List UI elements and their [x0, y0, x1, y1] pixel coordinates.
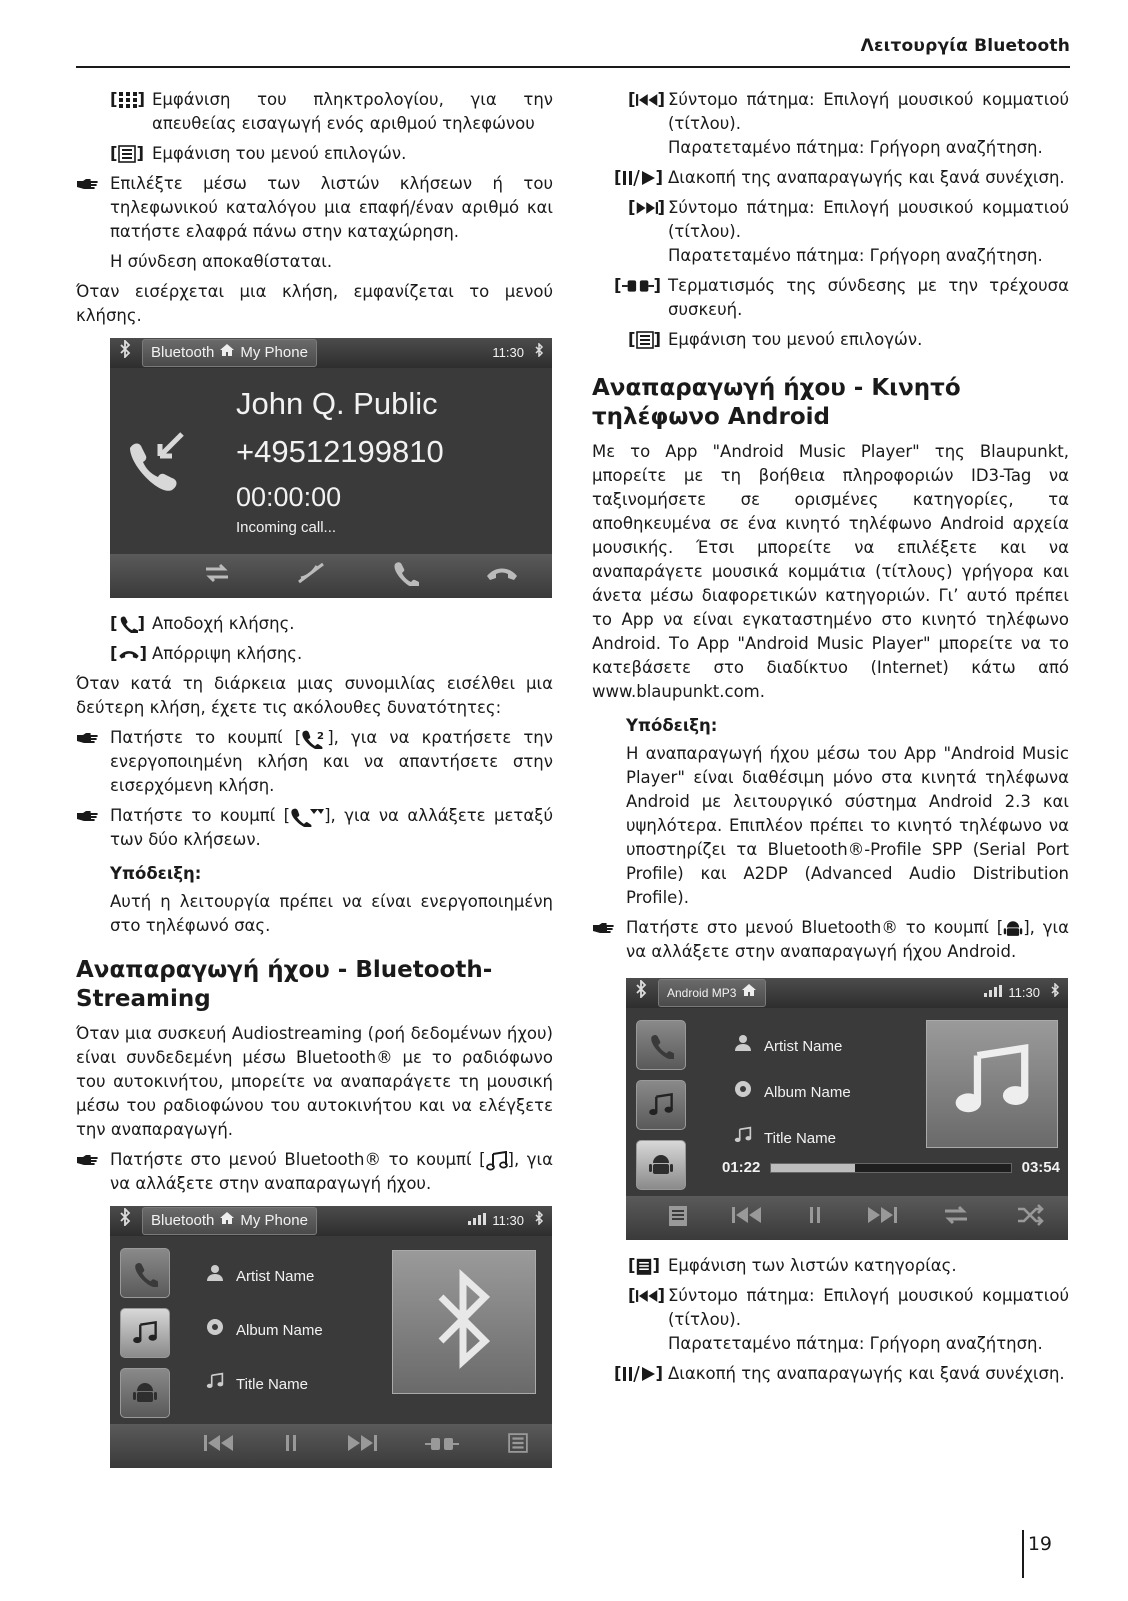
play-pause-text: Διακοπή της αναπαραγωγής και ξανά συνέχιση.: [668, 1364, 1065, 1383]
title-row: Title Name: [206, 1372, 323, 1398]
progress-area: [722, 1154, 1060, 1182]
music-note-icon: [952, 1041, 1032, 1128]
previous-track-icon[interactable]: [732, 1206, 762, 1230]
accept-call-icon: [118, 613, 138, 635]
switch-calls-icon: [290, 807, 324, 827]
total-time: 03:54: [1021, 1159, 1060, 1176]
music-source-button[interactable]: [636, 1080, 686, 1130]
note-text: Η αναπαραγωγή ήχου μέσω του App "Android Music Player" είναι διαθέσιμη μόνο στα κινητά τηλέφωνα Android με λειτουργικό σύστημα Android 2.3 και υψηλότερα. Επιπλέον πρέπει το κινητό τηλέφωνο να υποστηρίζει τα Bluetooth®-Profile SPP (Serial Port Profile) και A2DP (Advanced Audio Distribution Profile).: [626, 744, 1069, 907]
music-source-button[interactable]: [120, 1308, 170, 1358]
shuffle-icon[interactable]: [1016, 1204, 1046, 1233]
phone-source-button[interactable]: [636, 1020, 686, 1070]
android-step: Πατήστε στο μενού Bluetooth® το κουμπί [ ], για να αλλάξετε στην αναπαραγωγή ήχου Android.: [592, 916, 1069, 964]
keypad-item: [ ] Εμφάνιση του πληκτρολογίου, για την απευθείας εισαγωγή ενός αριθμού τηλεφώνου: [76, 88, 553, 136]
cover-art: [392, 1250, 536, 1394]
person-icon: [206, 1264, 224, 1290]
reject-call-icon: [118, 643, 140, 665]
bluetooth-status-icon: [534, 1209, 544, 1233]
note-text: Αυτή η λειτουργία πρέπει να είναι ενεργοποιημένη στο τηλέφωνό σας.: [110, 892, 553, 935]
pointing-hand-icon: [76, 804, 110, 828]
android-text: Με το App "Android Music Player" της Blaupunkt, μπορείτε με τη βοήθεια πληροφοριών ID3-Tag να ταξινομήσετε σε ορισμένες κατηγορίες, τα αποθηκευμένα σε ένα κινητό τηλέφωνο Android αρχεία μουσικής. Έτσι μπορείτε να επιλέξετε και να αναπαράγετε μουσικά κομμάτια (τίτλους) γρήγορα και άνετα μέσω διαφορετικών κατηγοριών. Γι’ αυτό πρέπει το App να είναι εγκαταστημένο στο κινητό τηλέφωνο Android. Το App "Android Music Player" μπορείτε να τo κατεβάσετε στο διαδίκτυο (Internet) κάτω από www.blaupunkt.com.: [592, 442, 1069, 701]
play-pause-item: [ ] Διακοπή της αναπαραγωγής και ξανά συνέχιση.: [592, 166, 1069, 190]
album-row: Album Name: [206, 1318, 323, 1344]
accept-item: [ ] Αποδοχή κλήσης.: [76, 612, 553, 636]
clock-text: 11:30: [492, 1213, 524, 1228]
pointing-hand-icon: [76, 726, 110, 750]
page-number: 19: [1027, 1533, 1052, 1555]
playback-toolbar: [626, 1196, 1068, 1240]
previous-track-icon: [636, 1285, 658, 1307]
bluetooth-icon: [118, 1208, 132, 1234]
streaming-section-title: Αναπαραγωγή ήχου - Bluetooth-Streaming: [76, 957, 493, 1012]
incoming-call-screen: [110, 338, 552, 598]
right-column: [592, 88, 1069, 1392]
reject-call-icon[interactable]: [485, 564, 519, 589]
bluetooth-status-icon: [534, 341, 544, 365]
header-rule: [76, 66, 1070, 68]
second-call-icon: [301, 729, 327, 749]
screen-top-bar: [110, 338, 552, 368]
play-pause-item-2: [ ] Διακοπή της αναπαραγωγής και ξανά συνέχιση.: [592, 1362, 1069, 1386]
call-toolbar: [110, 554, 552, 598]
list-menu-icon: [118, 143, 137, 165]
list-menu-icon[interactable]: [508, 1433, 528, 1460]
prev-track-item: [ ] Σύντομο πάτημα: Επιλογή μουσικού κομματιού (τίτλου). Παρατεταμένο πάτημα: Γρήγορη αναζήτηση.: [628, 90, 1069, 157]
person-icon: [734, 1034, 752, 1060]
screen-top-bar: [110, 1206, 552, 1236]
page-number-rule: [1022, 1530, 1024, 1578]
pause-icon[interactable]: [807, 1206, 823, 1230]
android-icon: [1003, 919, 1023, 939]
music-note-icon: [734, 1126, 752, 1152]
play-pause-icon: [622, 1363, 656, 1385]
cover-art: [926, 1020, 1058, 1148]
reject-text: Απόρριψη κλήσης.: [152, 644, 303, 663]
call-timer: 00:00:00: [236, 482, 342, 512]
android-section-title: Αναπαραγωγή ήχου - Κινητό τηλέφωνο Android: [592, 375, 961, 430]
source-sidebar: [636, 1020, 686, 1190]
connection-made-text: Η σύνδεση αποκαθίσταται.: [110, 252, 333, 271]
android-music-screen: [626, 978, 1068, 1240]
prev-track-item-2: [ ] Σύντομο πάτημα: Επιλογή μουσικού κομματιού (τίτλου). Παρατεταμένο πάτημα: Γρήγορη αναζήτηση.: [628, 1286, 1069, 1353]
caller-number: +49512199810: [236, 434, 444, 469]
play-pause-text: Διακοπή της αναπαραγωγής και ξανά συνέχιση.: [668, 168, 1065, 187]
keypad-text: Εμφάνιση του πληκτρολογίου, για την απευθείας εισαγωγή ενός αριθμού τηλεφώνου: [152, 90, 553, 133]
pointing-hand-icon: [76, 1148, 110, 1172]
clock-text: 11:30: [1008, 985, 1040, 1000]
caller-name: John Q. Public: [236, 386, 438, 421]
previous-track-icon[interactable]: [204, 1434, 234, 1458]
categories-text: Εμφάνιση των λιστών κατηγορίας.: [668, 1256, 957, 1275]
phone-source-button[interactable]: [120, 1248, 170, 1298]
title-row: Title Name: [734, 1126, 851, 1152]
categories-item: [ ] Εμφάνιση των λιστών κατηγορίας.: [592, 1254, 1069, 1278]
second-call-intro: Όταν κατά τη διάρκεια μιας συνομιλίας εισέλθει μια δεύτερη κλήση, έχετε τις ακόλουθες δυνατότητες:: [76, 674, 553, 717]
breadcrumb[interactable]: Bluetooth My Phone: [142, 339, 317, 367]
note-label: Υπόδειξη:: [626, 716, 718, 735]
streaming-text: Όταν μια συσκευή Audiostreaming (ροή δεδομένων ήχου) είναι συνδεδεμένη μέσω Bluetooth® με το ραδιόφωνο του αυτοκινήτου, μπορείτε να αναπαράγετε τη μουσική μέσω του ραδιοφώνου του αυτοκινήτου και να ελέγξετε την αναπαραγωγή.: [76, 1024, 553, 1139]
pointing-hand-icon: [592, 916, 626, 940]
signal-icon: [984, 981, 1002, 1005]
pointing-hand-icon: [76, 172, 110, 196]
android-source-button[interactable]: [636, 1140, 686, 1190]
mute-icon[interactable]: [297, 562, 325, 591]
next-track-icon[interactable]: [347, 1434, 377, 1458]
options-item: [ ] Εμφάνιση του μενού επιλογών.: [76, 142, 553, 166]
bt-streaming-screen: [110, 1206, 552, 1468]
bluetooth-icon: [118, 340, 132, 366]
signal-icon: [468, 1209, 486, 1233]
streaming-step: Πατήστε στο μενού Bluetooth® το κουμπί [ ], για να αλλάξετε στην αναπαραγωγή ήχου.: [76, 1148, 553, 1196]
home-icon: [741, 981, 757, 1005]
previous-track-icon: [636, 89, 658, 111]
hold-call-step: Πατήστε το κουμπί [ 2 ], για να κρατήσετε την ενεργοποιημένη κλήση και να απαντήσετε στην εισερχόμενη κλήση.: [76, 726, 553, 798]
home-icon: [219, 1209, 235, 1233]
svg-text:2: 2: [317, 730, 325, 742]
switch-call-step: Πατήστε το κουμπί [ ], για να αλλάξετε μεταξύ των δύο κλήσεων.: [76, 804, 553, 852]
call-status: Incoming call...: [236, 519, 337, 536]
disconnect-icon: [622, 275, 654, 297]
options-item: [ ] Εμφάνιση του μενού επιλογών.: [592, 328, 1069, 352]
next-track-icon: [636, 197, 658, 219]
disc-icon: [734, 1080, 752, 1106]
incoming-intro: Όταν εισέρχεται μια κλήση, εμφανίζεται το μενού κλήσης.: [76, 282, 553, 325]
disconnect-icon[interactable]: [425, 1434, 459, 1458]
list-menu-icon: [636, 329, 654, 351]
options-text: Εμφάνιση του μενού επιλογών.: [668, 330, 923, 349]
left-column: [76, 88, 553, 1482]
artist-row: Artist Name: [734, 1034, 851, 1060]
accept-call-icon[interactable]: [391, 560, 419, 593]
play-pause-icon: [622, 167, 656, 189]
disc-icon: [206, 1318, 224, 1344]
note-label: Υπόδειξη:: [110, 864, 202, 883]
bluetooth-logo-icon: [429, 1269, 499, 1376]
bluetooth-icon: [634, 980, 648, 1006]
breadcrumb[interactable]: Android MP3: [658, 979, 766, 1007]
options-text: Εμφάνιση του μενού επιλογών.: [152, 144, 407, 163]
swap-icon[interactable]: [203, 562, 231, 591]
progress-bar[interactable]: [770, 1163, 1011, 1173]
keypad-icon: [118, 89, 138, 111]
android-source-button[interactable]: [120, 1368, 170, 1418]
music-note-icon: [206, 1372, 224, 1398]
music-note-icon: [486, 1151, 508, 1171]
pause-icon[interactable]: [283, 1434, 299, 1458]
next-track-item: [ ] Σύντομο πάτημα: Επιλογή μουσικού κομματιού (τίτλου). Παρατεταμένο πάτημα: Γρήγορη αναζήτηση.: [628, 198, 1069, 265]
accept-text: Αποδοχή κλήσης.: [152, 614, 295, 633]
breadcrumb[interactable]: Bluetooth My Phone: [142, 1207, 317, 1235]
home-icon: [219, 341, 235, 365]
playback-toolbar: [110, 1424, 552, 1468]
categories-icon: [636, 1255, 653, 1277]
bluetooth-status-icon: [1050, 981, 1060, 1005]
progress-fill: [771, 1164, 855, 1172]
artist-row: Artist Name: [206, 1264, 323, 1290]
clock-text: 11:30: [492, 345, 524, 360]
page-header-title: Λειτουργία Bluetooth: [860, 36, 1070, 56]
album-row: Album Name: [734, 1080, 851, 1106]
repeat-icon[interactable]: [941, 1204, 971, 1233]
disconnect-text: Τερματισμός της σύνδεσης με την τρέχουσα συσκευή.: [668, 276, 1069, 319]
screen-top-bar: [626, 978, 1068, 1008]
incoming-call-arrow-icon: [122, 430, 186, 501]
elapsed-time: 01:22: [722, 1159, 761, 1176]
disconnect-item: [ ] Τερματισμός της σύνδεσης με την τρέχουσα συσκευή.: [592, 274, 1069, 322]
next-track-icon[interactable]: [867, 1206, 897, 1230]
source-sidebar: [120, 1248, 170, 1418]
categories-icon[interactable]: [668, 1203, 688, 1234]
select-contact-step: Επιλέξτε μέσω των λιστών κλήσεων ή του τηλεφωνικού καταλόγου μια επαφή/έναν αριθμό και πατήστε ελαφρά πάνω στην καταχώρηση.: [76, 172, 553, 244]
reject-item: [ ] Απόρριψη κλήσης.: [76, 642, 553, 666]
